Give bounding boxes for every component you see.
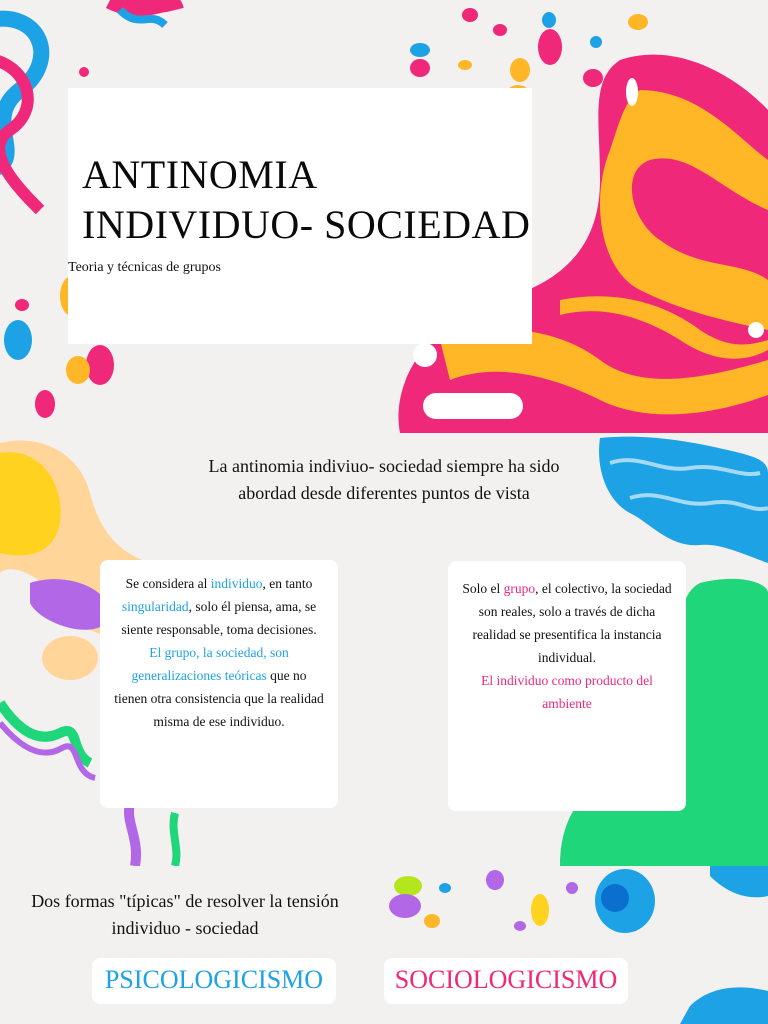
blob-shape: [710, 866, 768, 897]
dot-shape: [590, 36, 602, 48]
blob-shape: [601, 884, 629, 912]
dot-shape: [79, 67, 89, 77]
approach-label-psicologicismo: PSICOLOGICISMO: [92, 958, 336, 1004]
dot-shape: [439, 883, 451, 893]
dot-shape: [538, 29, 562, 65]
highlight-term: individuo: [210, 576, 263, 591]
text-fragment: , en tanto: [262, 576, 313, 591]
dot-shape: [458, 60, 472, 70]
title-card: [68, 88, 532, 344]
dot-shape: [542, 12, 556, 28]
squiggle-shape: [110, 0, 175, 10]
dot-shape: [413, 343, 437, 367]
approach-label-sociologicismo: SOCIOLOGICISMO: [384, 958, 628, 1004]
squiggle-shape: [174, 813, 177, 866]
blob-shape: [680, 987, 768, 1024]
dot-shape: [628, 14, 648, 30]
pill-shape: [423, 393, 523, 419]
highlight-term: grupo: [503, 581, 536, 596]
text-fragment: , el colectivo, la sociedad son reales, solo a través de dicha realidad se presentifica la instancia individual.: [472, 581, 672, 665]
highlight-term: El individuo como producto del ambiente: [481, 673, 653, 711]
dot-shape: [66, 356, 90, 384]
title-line-1: ANTINOMIA: [82, 152, 318, 197]
dot-shape: [35, 390, 55, 418]
dot-shape: [424, 914, 440, 928]
section-heading: La antinomia indiviuo- sociedad siempre ha sido abordad desde diferentes puntos de vista: [208, 456, 560, 503]
dot-shape: [510, 58, 530, 82]
squiggle-shape: [0, 19, 41, 170]
text-fragment: , solo él piensa, ama, se siente responsable, toma decisiones.: [121, 599, 317, 637]
dot-shape: [566, 882, 578, 894]
dot-shape: [514, 921, 526, 931]
page-title: [82, 150, 530, 250]
dot-shape: [389, 894, 421, 918]
dot-shape: [531, 894, 549, 926]
dot-shape: [486, 870, 504, 890]
dot-shape: [410, 59, 430, 77]
dot-shape: [86, 345, 114, 385]
dot-shape: [4, 320, 32, 360]
dot-shape: [394, 876, 422, 896]
dot-shape: [583, 69, 603, 87]
dot-shape: [462, 8, 478, 22]
text-fragment: que no tienen otra consistencia que la realidad misma de ese individuo.: [114, 668, 324, 729]
dot-shape: [410, 43, 430, 57]
blob-shape: [42, 636, 98, 680]
perspective-card-group: [448, 561, 686, 811]
section-heading: Dos formas "típicas" de resolver la tensión individuo - sociedad: [31, 891, 339, 938]
text-fragment: Se considera al: [125, 576, 211, 591]
slide-two-approaches: [0, 866, 768, 1024]
subtitle: Teoria y técnicas de grupos: [68, 260, 221, 275]
highlight-term: singularidad: [121, 599, 189, 614]
squiggle-shape: [129, 803, 136, 866]
dot-shape: [626, 78, 638, 106]
perspective-card-individual: [100, 560, 338, 808]
dot-shape: [748, 322, 764, 338]
dot-shape: [15, 299, 29, 311]
slide-title: [0, 0, 768, 433]
title-line-2: INDIVIDUO- SOCIEDAD: [82, 202, 531, 247]
slide-perspectives: [0, 433, 768, 866]
dot-shape: [493, 24, 507, 36]
highlight-term: El grupo, la sociedad, son generalizaciones teóricas: [131, 645, 289, 683]
text-fragment: Solo el: [462, 581, 504, 596]
